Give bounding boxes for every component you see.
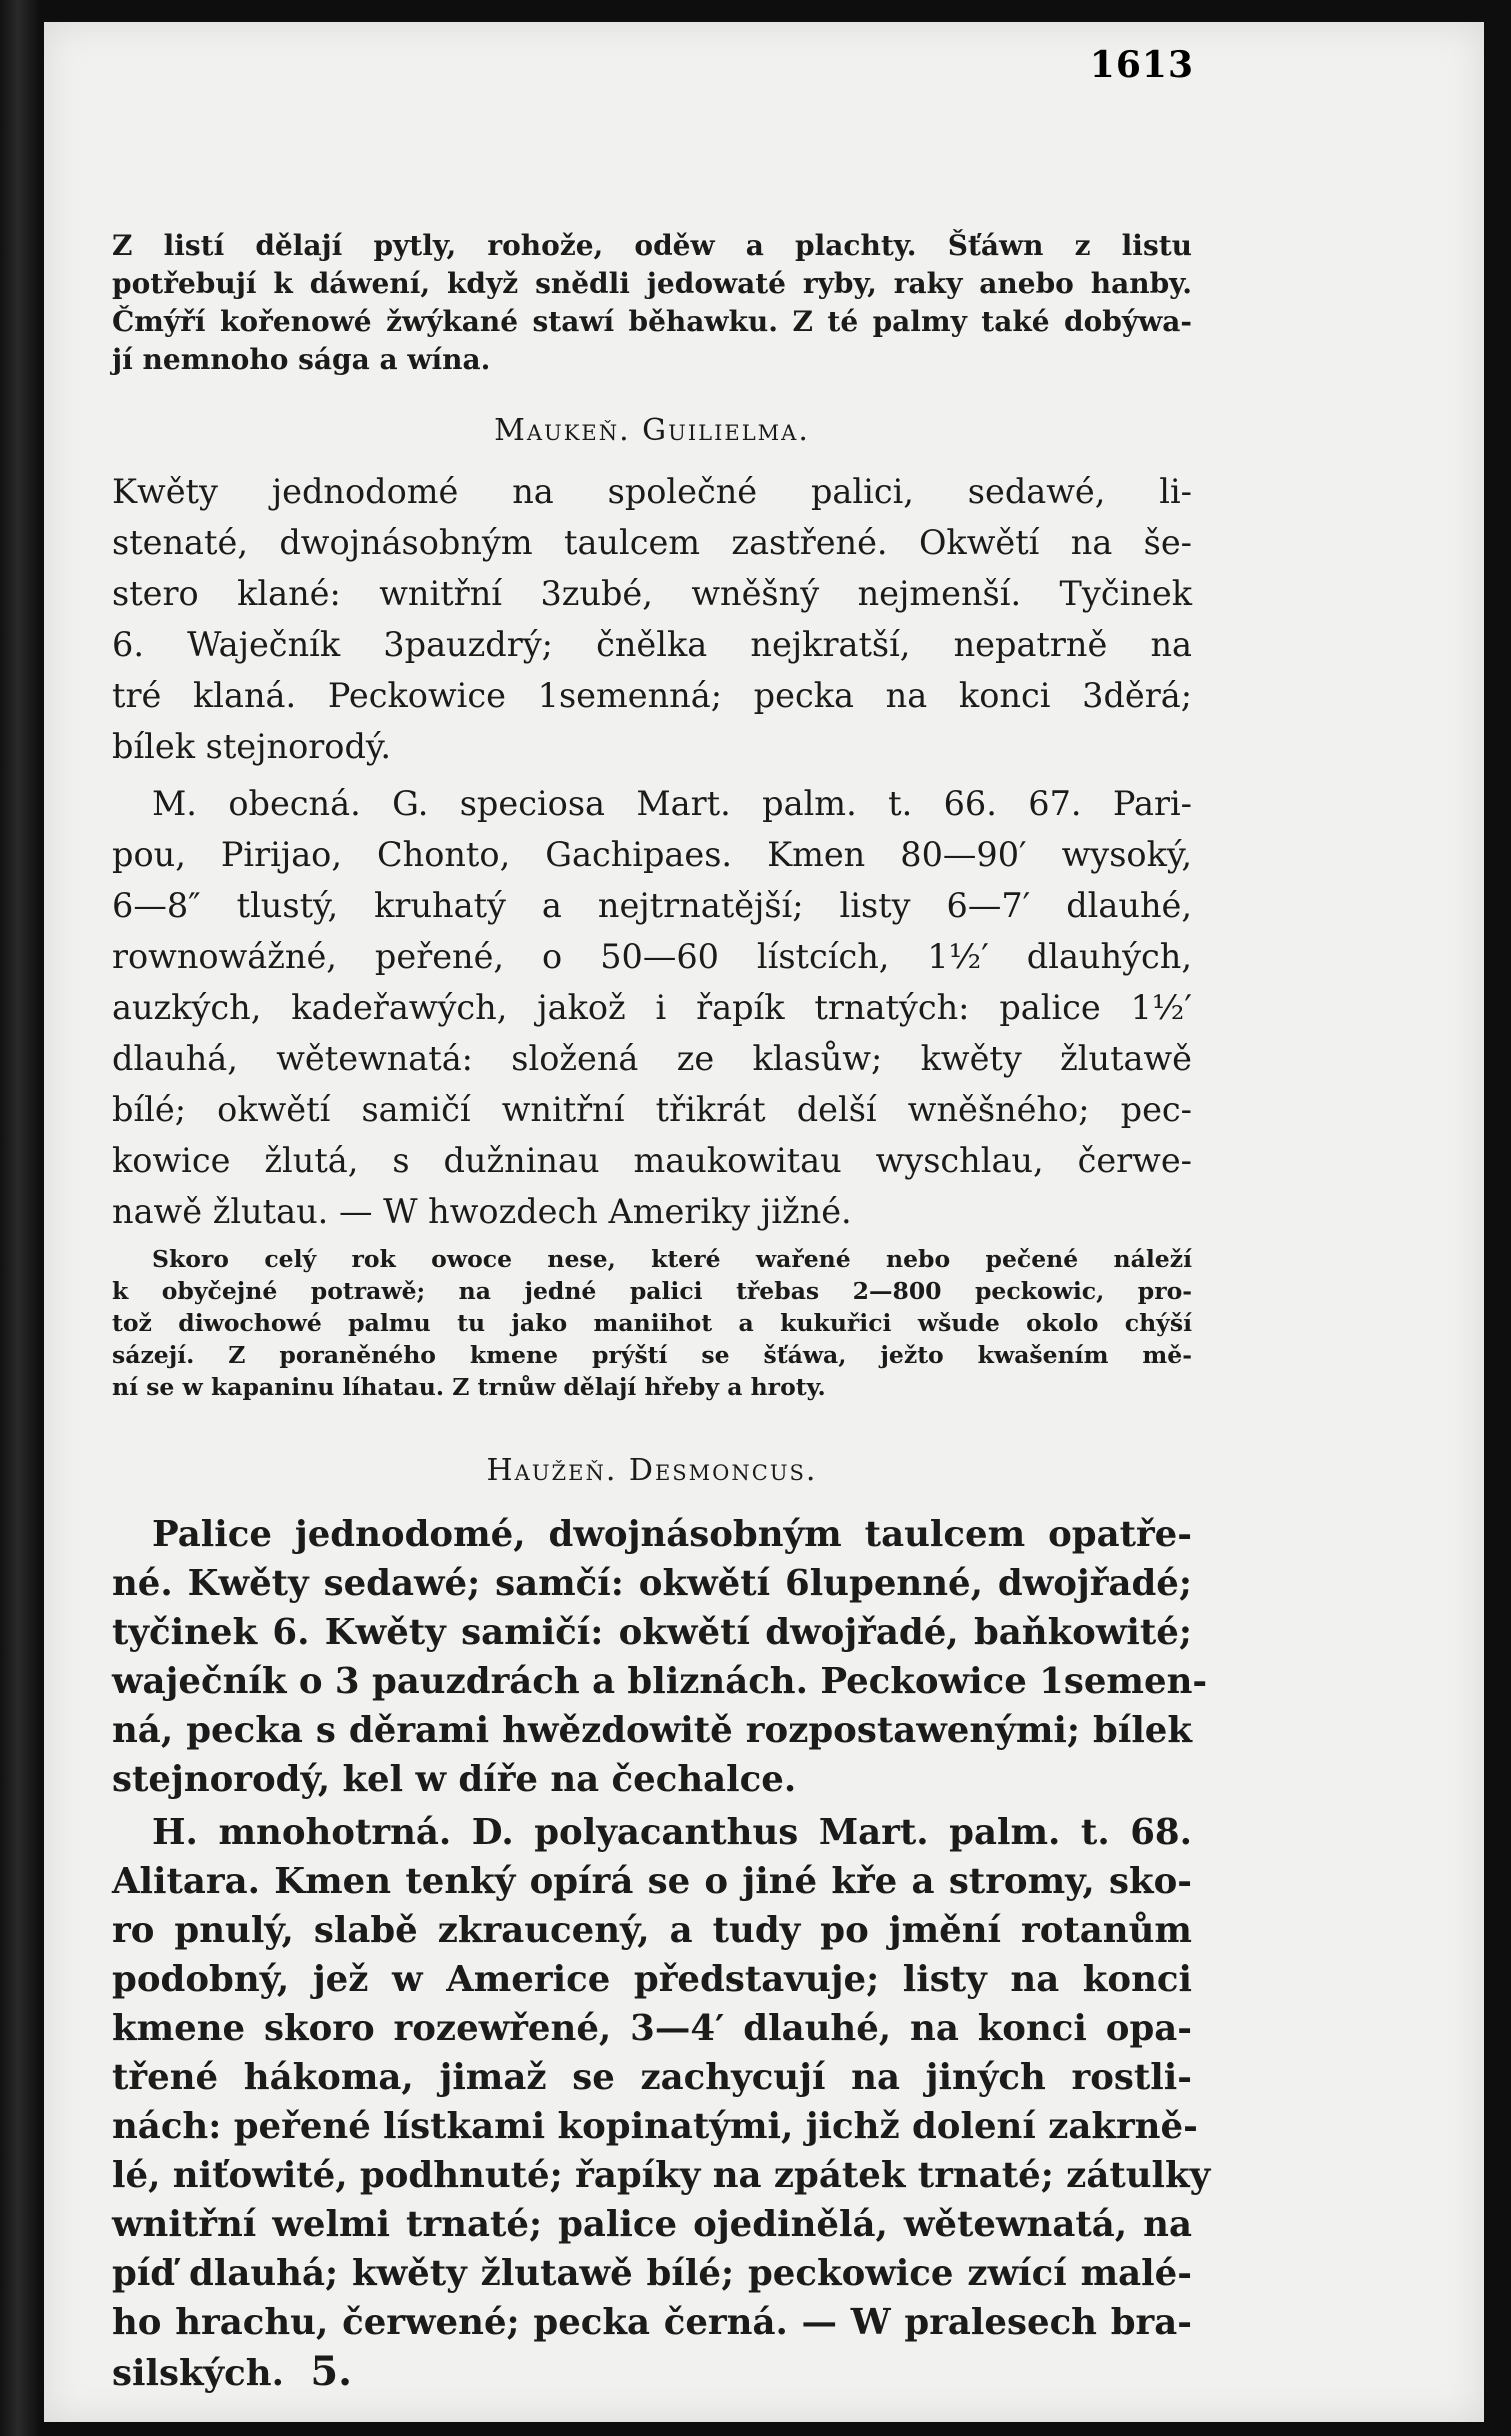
text-line: sázejí. Z poraněného kmene prýští se šťáwa, ježto kwašením mě- bbox=[112, 1341, 1192, 1369]
text-line: stenaté, dwojnásobným taulcem zastřené. Okwětí na še- bbox=[112, 523, 1192, 562]
text-line: ro pnulý, slabě zkraucený, a tudy po jmění rotanům bbox=[112, 1910, 1192, 1951]
text-line: lé, niťowité, podhnuté; řapíky na zpátek trnaté; zátulky bbox=[112, 2155, 1211, 2196]
text-line: bílek stejnorodý. bbox=[112, 727, 392, 766]
signature-mark: 5. bbox=[310, 2348, 353, 2395]
text-line: potřebují k dáwení, když snědli jedowaté ryby, raky anebo hanby. bbox=[112, 267, 1192, 300]
text-line: kmene skoro rozewřené, 3—4′ dlauhé, na konci opa- bbox=[112, 2008, 1192, 2049]
text-line: stero klané: wnitřní 3zubé, wněšný nejmenší. Tyčinek bbox=[112, 574, 1192, 613]
genus-description bbox=[112, 1510, 1208, 1804]
text-line: kowice žlutá, s dužninau maukowitau wyschlau, čerwe- bbox=[112, 1141, 1192, 1180]
text-line: k obyčejné potrawě; na jedné palici třebas 2—800 peckowic, pro- bbox=[112, 1277, 1192, 1305]
book-page bbox=[44, 22, 1484, 2422]
text-line: Kwěty jednodomé na společné palici, sedawé, li- bbox=[112, 472, 1192, 511]
text-line: nách: peřené lístkami kopinatými, jichž dolení zakrně- bbox=[112, 2106, 1198, 2147]
text-line: Skoro celý rok owoce nese, které wařené nebo pečené náleží bbox=[152, 1245, 1192, 1273]
text-line: 6. Waječník 3pauzdrý; čnělka nejkratší, nepatrně na bbox=[112, 625, 1192, 664]
text-line: nawě žlutau. — W hwozdech Ameriky jižné. bbox=[112, 1192, 852, 1231]
text-line: Z listí dělají pytly, rohože, oděw a plachty. Šťáwn z listu bbox=[112, 229, 1192, 262]
page-number: 1613 bbox=[1089, 44, 1194, 86]
species-entry-desmoncus bbox=[112, 1808, 1211, 2398]
text-line: 6—8″ tlustý, kruhatý a nejtrnatější; listy 6—7′ dlauhé, bbox=[112, 886, 1192, 925]
text-line: jí nemnoho sága a wína. bbox=[112, 343, 491, 376]
text-line: waječník o 3 pauzdrách a bliznách. Peckowice 1semen- bbox=[112, 1661, 1208, 1702]
text-line bbox=[112, 2347, 1192, 2398]
text-line: Palice jednodomé, dwojnásobným taulcem opatře- bbox=[152, 1514, 1192, 1555]
last-line-text: silských. bbox=[112, 2353, 284, 2394]
text-line: ho hrachu, čerwené; pecka černá. — W pralesech bra- bbox=[112, 2302, 1192, 2343]
text-line: tyčinek 6. Kwěty samičí: okwětí dwojřadé, baňkowité; bbox=[112, 1612, 1192, 1653]
text-line: M. obecná. G. speciosa Mart. palm. t. 66. 67. Pari- bbox=[152, 784, 1192, 823]
text-line: pou, Pirijao, Chonto, Gachipaes. Kmen 80—90′ wysoký, bbox=[112, 835, 1192, 874]
species-note bbox=[112, 1243, 1192, 1403]
genus-description bbox=[112, 466, 1192, 772]
text-line: tož diwochowé palmu tu jako maniihot a kukuřici wšude okolo chýší bbox=[112, 1309, 1192, 1337]
genus-heading-guilielma: Maukeň. Guilielma. bbox=[494, 413, 810, 448]
text-line: wnitřní welmi trnaté; palice ojedinělá, wětewnatá, na bbox=[112, 2204, 1192, 2245]
species-entry-guilielma bbox=[112, 778, 1192, 1237]
text-line: stejnorodý, kel w díře na čechalce. bbox=[112, 1759, 797, 1800]
text-line: Alitara. Kmen tenký opírá se o jiné kře a stromy, sko- bbox=[112, 1861, 1192, 1902]
genus-heading-desmoncus: Haužeň. Desmoncus. bbox=[486, 1453, 818, 1488]
text-line: třené hákoma, jimaž se zachycují na jiných rostli- bbox=[112, 2057, 1192, 2098]
text-line: ní se w kapaninu líhatau. Z trnůw dělají hřeby a hroty. bbox=[112, 1373, 826, 1401]
text-line: né. Kwěty sedawé; samčí: okwětí 6lupenné, dwojřadé; bbox=[112, 1563, 1192, 1604]
intro-paragraph bbox=[112, 227, 1192, 379]
text-line: H. mnohotrná. D. polyacanthus Mart. palm. t. 68. bbox=[152, 1812, 1192, 1853]
text-line: auzkých, kadeřawých, jakož i řapík trnatých: palice 1½′ bbox=[112, 988, 1192, 1027]
text-line: rownowážné, peřené, o 50—60 lístcích, 1½′ dlauhých, bbox=[112, 937, 1192, 976]
text-line: ná, pecka s děrami hwězdowitě rozpostawenými; bílek bbox=[112, 1710, 1192, 1751]
text-line: dlauhá, wětewnatá: složená ze klasůw; kwěty žlutawě bbox=[112, 1039, 1192, 1078]
text-line: Čmýří kořenowé žwýkané stawí běhawku. Z té palmy také dobýwa- bbox=[112, 305, 1192, 338]
text-line: tré klaná. Peckowice 1semenná; pecka na konci 3děrá; bbox=[112, 676, 1192, 715]
page-text bbox=[112, 142, 1211, 2398]
text-line: bílé; okwětí samičí wnitřní třikrát delší wněšného; pec- bbox=[112, 1090, 1192, 1129]
text-line: podobný, jež w Americe představuje; listy na konci bbox=[112, 1959, 1192, 2000]
text-line: píď dlauhá; kwěty žlutawě bílé; peckowice zwící malé- bbox=[112, 2253, 1192, 2294]
